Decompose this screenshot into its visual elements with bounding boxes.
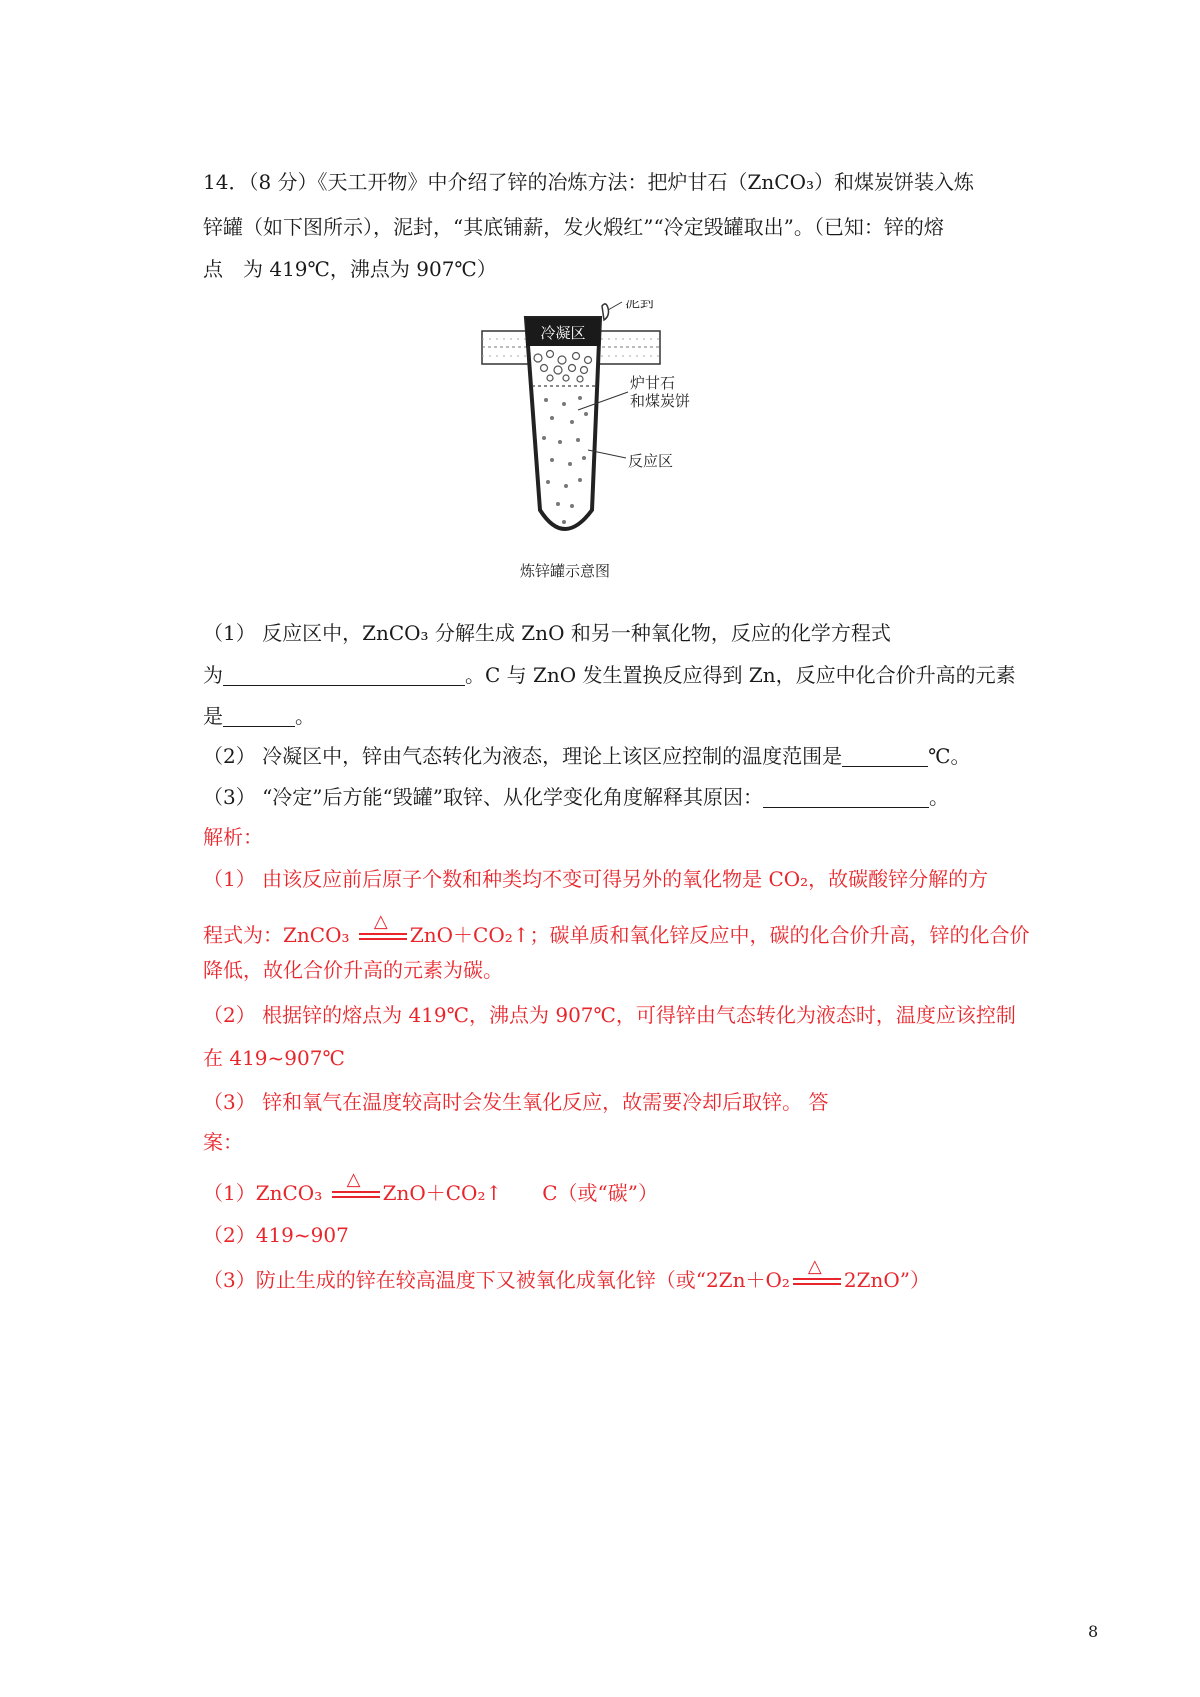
- answer-1-post: ZnO＋CO₂↑ C（或“碳”）: [382, 1181, 658, 1205]
- analysis-1-line-2: [203, 911, 1030, 950]
- q3-text: （3） “冷定”后方能“毁罐”取锌、从化学变化角度解释其原因：: [203, 785, 763, 809]
- delta-symbol: △: [807, 1256, 822, 1277]
- analysis-1-line-1: （1） 由该反应前后原子个数和种类均不变可得另外的氧化物是 CO₂，故碳酸锌分解的方: [203, 867, 989, 891]
- zinc-smelting-pot-diagram: [480, 300, 740, 600]
- delta-symbol: △: [346, 1169, 361, 1190]
- answer-1: [203, 1169, 658, 1208]
- q3-line: [203, 782, 949, 812]
- q1-line-b: [203, 660, 1016, 690]
- q2-text: （2） 冷凝区中，锌由气态转化为液态，理论上该区应控制的温度范围是: [203, 744, 843, 768]
- q1-equation-blank[interactable]: [223, 663, 465, 686]
- answer-3-pre: （3）防止生成的锌在较高温度下又被氧化成氧化锌（或“2Zn＋O₂: [203, 1268, 790, 1292]
- q1-c-suffix: 。: [295, 704, 315, 728]
- analysis-2-line-1: （2） 根据锌的熔点为 419℃，沸点为 907℃，可得锌由气态转化为液态时，温度应该控制: [203, 1003, 1016, 1027]
- answer-1-pre: （1）ZnCO₃: [203, 1181, 329, 1205]
- q1-c-prefix: 是: [203, 704, 223, 728]
- page-number: 8: [1088, 1622, 1099, 1641]
- analysis-2-line-2: 在 419~907℃: [203, 1046, 345, 1070]
- analysis-heading: 解析：: [203, 825, 263, 849]
- q3-suffix: 。: [928, 785, 949, 809]
- mud-seal: [602, 304, 609, 320]
- q1-b-prefix: 为: [203, 663, 223, 687]
- question-line-1: 14．（8 分）《天工开物》中介绍了锌的冶炼方法：把炉甘石（ZnCO₃）和煤炭饼装入炼: [203, 170, 975, 194]
- heating-equals-sign: [357, 911, 409, 945]
- leader-seal: [608, 302, 622, 310]
- delta-symbol: △: [373, 911, 388, 932]
- label-ore-1: 炉甘石: [630, 374, 676, 392]
- q3-reason-blank[interactable]: [763, 785, 929, 808]
- question-line-2: 锌罐（如下图所示），泥封，“其底铺薪，发火煅红”“冷定毁罐取出”。（已知：锌的熔: [203, 215, 944, 239]
- q2-unit: ℃。: [928, 744, 971, 768]
- label-condense: 冷凝区: [540, 324, 586, 342]
- analysis-1-eq-pre: 程式为：ZnCO₃: [203, 923, 356, 947]
- q2-temperature-blank[interactable]: [842, 744, 928, 767]
- analysis-1-line-3: 降低，故化合价升高的元素为碳。: [203, 958, 503, 982]
- answer-2: （2）419~907: [203, 1223, 349, 1247]
- analysis-3-line-1: （3） 锌和氧气在温度较高时会发生氧化反应，故需要冷却后取锌。 答: [203, 1090, 829, 1114]
- analysis-3-line-2: 案：: [203, 1130, 243, 1154]
- q2-line: [203, 741, 970, 771]
- q1-element-blank[interactable]: [223, 704, 295, 727]
- label-ore-2: 和煤炭饼: [630, 392, 691, 410]
- q1-line-a: （1） 反应区中，ZnCO₃ 分解生成 ZnO 和另一种氧化物，反应的化学方程式: [203, 621, 891, 645]
- answer-3-post: 2ZnO”）: [843, 1268, 930, 1292]
- heating-equals-sign: [791, 1256, 843, 1290]
- q1-b-suffix: 。C 与 ZnO 发生置换反应得到 Zn，反应中化合价升高的元素: [465, 663, 1016, 687]
- figure-caption: 炼锌罐示意图: [519, 562, 611, 580]
- q1-line-c: [203, 701, 315, 731]
- analysis-1-eq-post: ZnO＋CO₂↑；碳单质和氧化锌反应中，碳的化合价升高，锌的化合价: [409, 923, 1030, 947]
- question-line-3: 点 为 419℃，沸点为 907℃）: [203, 257, 497, 281]
- label-seal: 泥封: [625, 300, 656, 311]
- heating-equals-sign: [330, 1169, 382, 1203]
- pot-body: [526, 318, 600, 529]
- answer-3: [203, 1256, 930, 1295]
- label-reaction: 反应区: [628, 452, 674, 470]
